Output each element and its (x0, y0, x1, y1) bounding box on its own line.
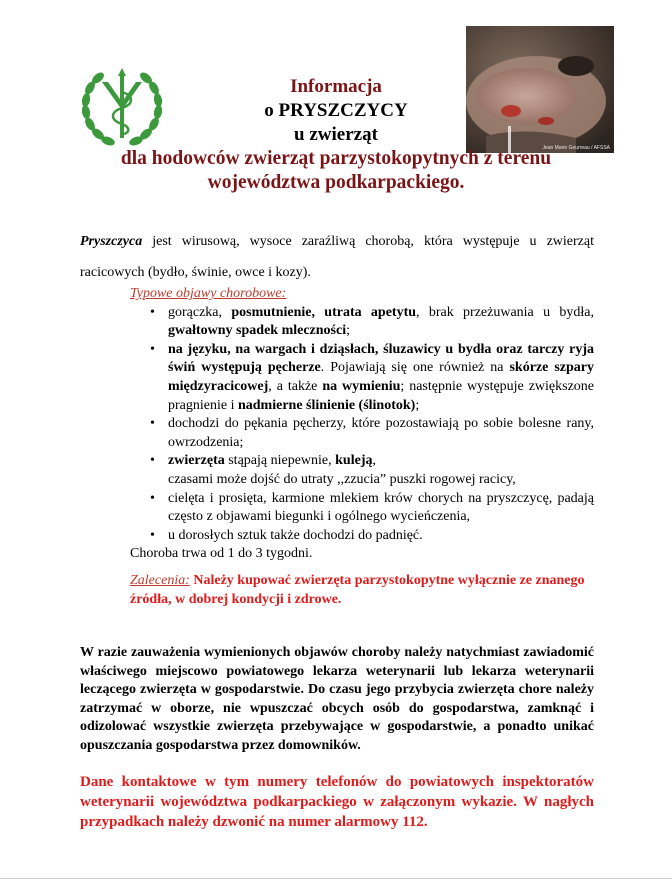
title-line-3: u zwierząt (294, 124, 378, 145)
item-text: , (372, 453, 376, 469)
item-text: , a także (268, 378, 323, 394)
item-text: ; (415, 397, 420, 413)
recommendation (130, 572, 594, 609)
list-item (130, 341, 594, 415)
item-text: cielęta i prosięta, karmione mlekiem krów chorych na pryszczycę, padają często z objawami biegunki i ogólnego wycieńczenia, (168, 490, 594, 525)
title-block (60, 75, 612, 195)
symptoms-list (130, 304, 594, 546)
item-bold: nadmierne ślinienie (ślinotok) (237, 397, 416, 413)
item-bold: skórze szpary międzyracicowej (168, 360, 594, 394)
list-item (130, 304, 594, 341)
item-bold: na wymieniu (322, 378, 401, 394)
duration-text: Choroba trwa od 1 do 3 tygodni. (130, 546, 313, 562)
recommendation-text: Należy kupować zwierzęta parzystokopytne wyłącznie ze znanego źródła, w dobrej kondycji i zdrowe. (130, 572, 585, 607)
page-bottom-divider (0, 878, 672, 879)
list-item (130, 452, 594, 489)
symptoms-label: Typowe objawy chorobowe: (130, 286, 287, 301)
title-line-2: o PRYSZCZYCY (264, 100, 408, 121)
item-text: gorączka, (168, 304, 232, 320)
action-paragraph: W razie zauważenia wymienionych objawów choroby należy natychmiast zawiadomić właściwego miejscowo powiatowego lekarza weterynarii lub lekarza weterynarii leczącego zwierzęta w gospodarstwie. Do czasu jego przybycia zwierzęta chore należy zatrzymać w oborze, nie wpuszczać obcych osób do gospodarstwa, zamknąć i odizolować wszystkie zwierzęta przebywające w gospodarstwie, a ponadto unikać opuszczania gospodarstwa przez domowników. (80, 645, 594, 753)
item-bold: na języku, na wargach i dziąsłach, śluzawicy u bydła oraz tarczy ryja świń występują pęcherze (168, 341, 594, 376)
intro-text: jest wirusową, wysoce zaraźliwą chorobą, która występuje u zwierząt racicowych (bydło, świnie, owce i kozy). (80, 234, 594, 280)
title-line-1: Informacja (290, 76, 382, 97)
item-text: czasami może dojść do utraty ,,zzucia” puszki rogowej racicy, (168, 471, 516, 487)
contact-paragraph: Dane kontaktowe w tym numery telefonów do powiatowych inspektoratów weterynarii województwa podkarpackiego w załączonym wykazie. W nagłych przypadkach należy dzwonić na numer alarmowy 112. (80, 774, 594, 830)
item-text: , brak przeżuwania u bydła, (416, 304, 594, 320)
title-line-4: dla hodowców zwierząt parzystokopytnych z terenu (120, 148, 552, 169)
intro-term: Pryszczyca (80, 234, 143, 249)
item-text: ; (346, 323, 351, 339)
item-text: . Pojawiają się one również na (320, 360, 510, 376)
item-text: dochodzi do pękania pęcherzy, które pozostawiają po sobie bolesne rany, owrzodzenia; (168, 416, 594, 450)
recommendation-label: Zalecenia: (130, 572, 190, 588)
title-line-5: województwa podkarpackiego. (207, 172, 465, 193)
item-text: u dorosłych sztuk także dochodzi do padnięć. (168, 527, 423, 543)
list-item (130, 527, 594, 546)
symptoms-section (130, 285, 594, 609)
item-text: ; następnie występuje zwiększone pragnienie i (168, 378, 595, 413)
item-text: , (311, 304, 325, 320)
item-bold: utrata apetytu (324, 304, 417, 320)
intro-paragraph (80, 226, 594, 288)
item-bold: kuleją (335, 453, 373, 469)
item-text: stąpają niepewnie, (224, 453, 336, 469)
item-bold: gwałtowny spadek mleczności (168, 323, 347, 339)
item-bold: zwierzęta (168, 453, 225, 469)
item-bold: posmutnienie (231, 304, 312, 320)
list-item (130, 415, 594, 452)
photo-credit: Jean Marie Gourreau / AFSSA (542, 145, 610, 151)
list-item (130, 490, 594, 527)
